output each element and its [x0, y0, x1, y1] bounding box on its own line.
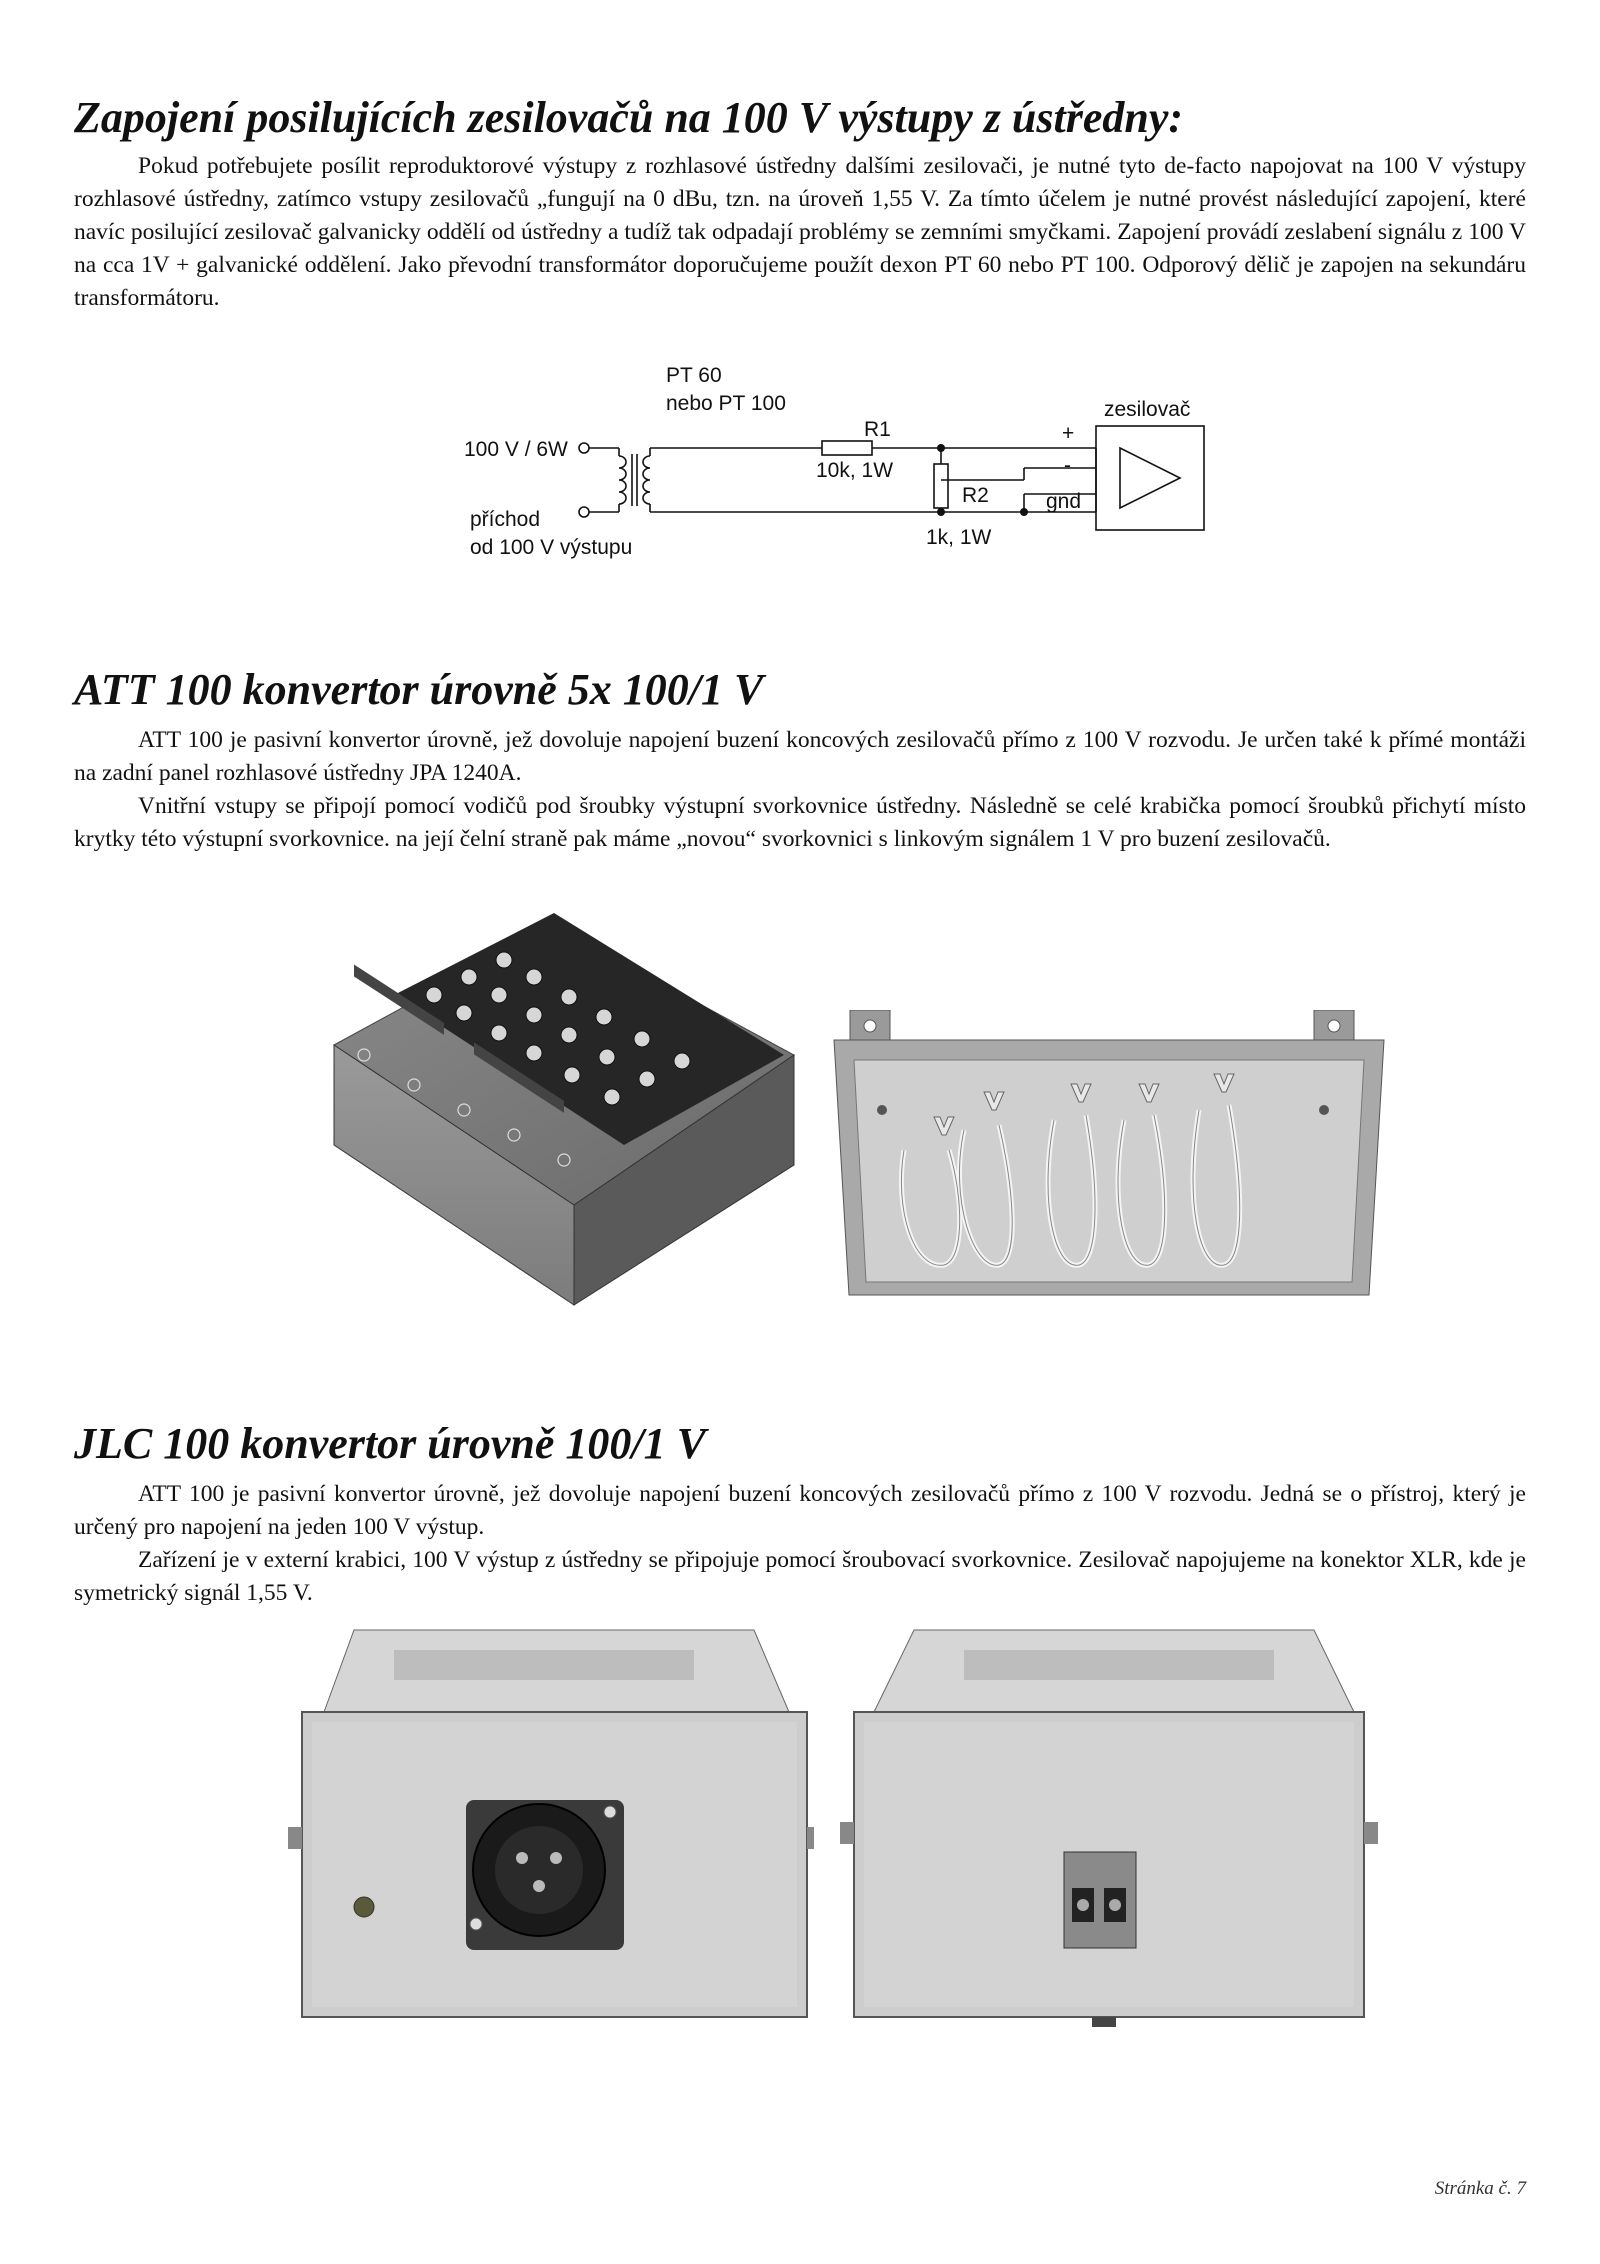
plus-label: +: [1062, 422, 1075, 445]
resistor-r1: [822, 441, 872, 455]
transformer-label-line1: PT 60: [666, 364, 722, 387]
wiring-schematic: [444, 360, 1234, 575]
resistor-r2: [934, 464, 948, 508]
junction-dot-gnd: [1020, 508, 1028, 516]
r2-name: R2: [962, 484, 989, 507]
source-label-line1: příchod: [470, 508, 541, 531]
junction-dot-bottom: [937, 508, 945, 516]
r1-name: R1: [864, 418, 891, 441]
input-terminal-top: [579, 443, 589, 453]
junction-dot-top: [937, 444, 945, 452]
section-title-zapojeni: Zapojení posilujících zesilovačů na 100 V výstupy z ústředny:: [74, 93, 1184, 142]
att100-unit-photo: [324, 905, 874, 1310]
section-title-jlc100: JLC 100 konvertor úrovně 100/1 V: [74, 1419, 706, 1468]
section-title-att100: ATT 100 konvertor úrovně 5x 100/1 V: [74, 665, 764, 714]
section-body-zapojeni: Pokud potřebujete posílit reproduktorové výstupy z rozhlasové ústředny dalšími zesilovači, je nutné tyto de-facto napojovat na 100 V výstupy rozhlasové ústředny, zatímco vstupy zesilovačů „fungují na 0 dBu, tzn. na úroveň 1,55 V. Za tímto účelem je nutné provést následující zapojení, které navíc posilující zesilovač galvanicky oddělí od ústředny a tudíž tak odpadají problémy se zemními smyčkami. Zapojení provádí zeslabení signálu z 100 V na cca 1V + galvanické oddělení. Jako převodní transformátor doporučujeme použít dexon PT 60 nebo PT 100. Odporový dělič je zapojen na sekundáru transformátoru.: [74, 153, 1526, 311]
section-body-att100-p1: ATT 100 je pasivní konvertor úrovně, jež dovoluje napojení buzení koncových zesilovačů přímo z 100 V rozvodu. Je určen také k přímé montáži na zadní panel rozhlasové ústředny JPA 1240A.: [74, 727, 1526, 786]
section-body-jlc100-p2: Zařízení je v externí krabici, 100 V výstup z ústředny se připojuje pomocí šroubovací svorkovnice. Zesilovač napojujeme na konektor XLR, kde je symetrický signál 1,55 V.: [74, 1547, 1526, 1606]
input-label: 100 V / 6W: [464, 438, 568, 461]
input-terminal-bottom: [579, 507, 589, 517]
led-indicator: [354, 1897, 374, 1917]
r2-value: 1k, 1W: [926, 526, 992, 549]
document-page: [74, 0, 1526, 2264]
page-number: Stránka č. 7: [1434, 2178, 1526, 2199]
jlc100-xlr-side-photo: [284, 1622, 814, 2027]
source-label-line2: od 100 V výstupu: [470, 536, 633, 559]
amplifier-block: [1096, 426, 1204, 530]
amplifier-label: zesilovač: [1104, 398, 1191, 421]
transformer-secondary-coil: [643, 456, 650, 504]
gnd-label: gnd: [1046, 490, 1082, 513]
amplifier-triangle: [1120, 448, 1180, 508]
section-body-att100-p2: Vnitřní vstupy se připojí pomocí vodičů pod šroubky výstupní svorkovnice ústředny. Následně se celé krabička pomocí šroubků přichytí místo krytky této výstupní svorkovnice. na její čelní straně pak máme „novou“ svorkovnici s linkovým signálem 1 V pro buzení zesilovačů.: [74, 793, 1526, 852]
jlc100-terminal-side-photo: [834, 1622, 1394, 2027]
section-body-jlc100-p1: ATT 100 je pasivní konvertor úrovně, jež dovoluje napojení buzení koncových zesilovačů přímo z 100 V rozvodu. Jedná se o přístroj, který je určený pro napojení na jeden 100 V výstup.: [74, 1481, 1526, 1540]
r1-value: 10k, 1W: [816, 459, 894, 482]
transformer-label-line2: nebo PT 100: [666, 392, 786, 415]
att100-open-box-photo: [824, 1010, 1394, 1310]
transformer-primary-coil: [619, 456, 626, 504]
minus-label: -: [1064, 454, 1071, 477]
